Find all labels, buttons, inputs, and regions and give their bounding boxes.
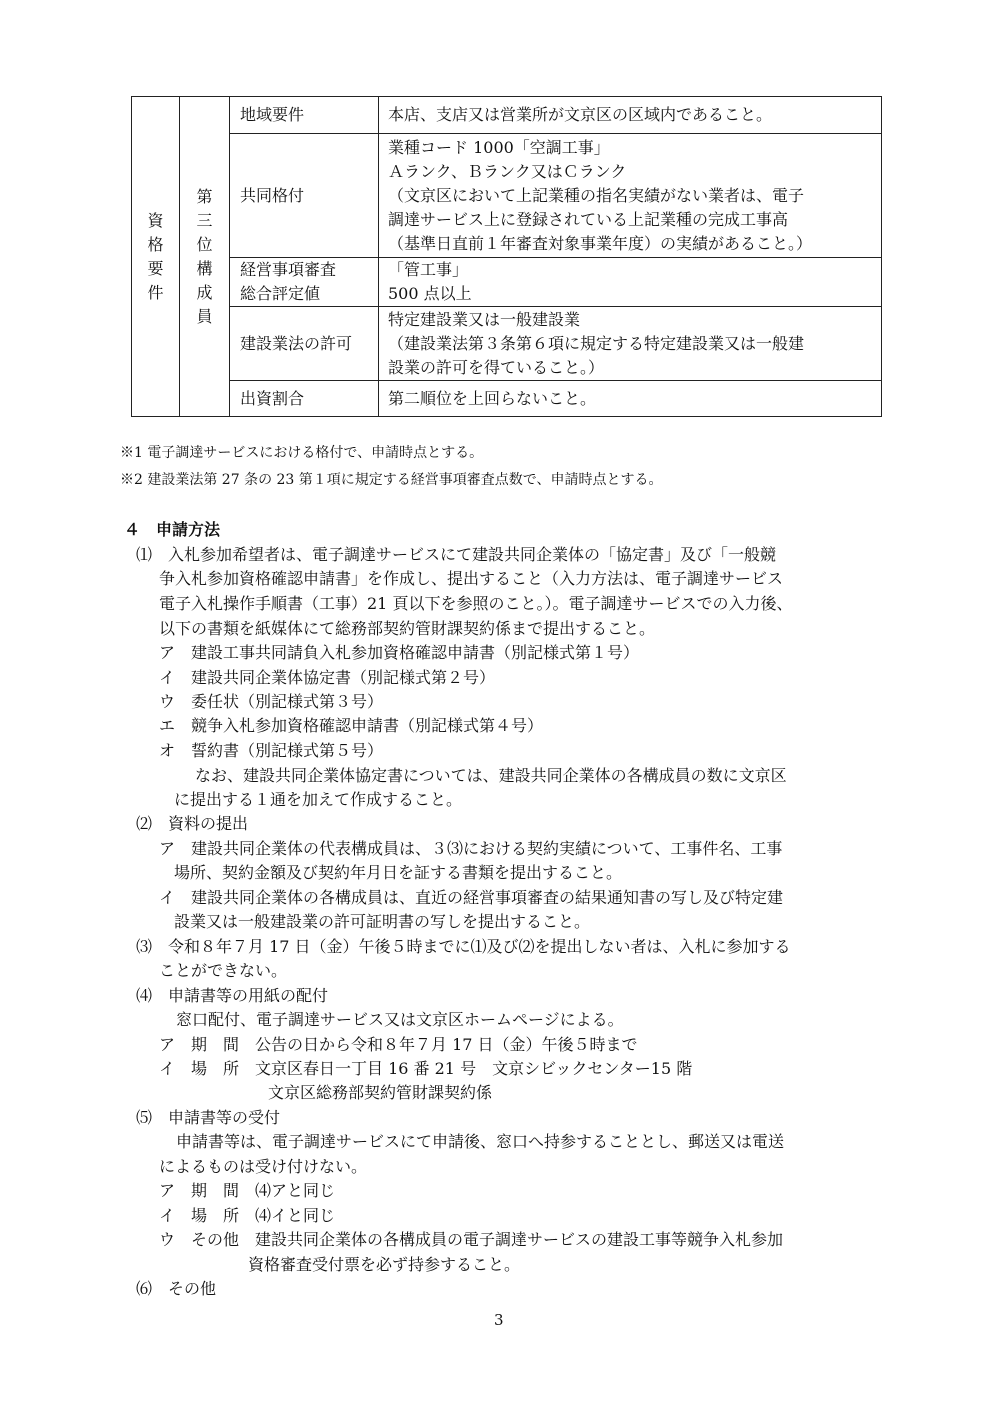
subsection-heading: ⑹ その他 — [136, 1279, 217, 1298]
row-value-text: （基準日直前１年審査対象事業年度）の実績があること。） — [388, 233, 813, 253]
group-label-cell — [132, 97, 180, 417]
paragraph-line: ことができない。 — [159, 961, 288, 980]
row-name-text: 建設業法の許可 — [240, 333, 353, 353]
subgroup-label-char: 位 — [196, 234, 213, 254]
group-label-char: 要 — [147, 258, 164, 278]
row-name-text: 共同格付 — [240, 185, 305, 205]
row-value-construction-permit — [379, 307, 882, 381]
paragraph-line: 文京区総務部契約管財課契約係 — [268, 1083, 493, 1102]
row-name-text: 出資割合 — [240, 388, 305, 408]
row-value-text: 本店、支店又は営業所が文京区の区域内であること。 — [388, 105, 773, 124]
list-item: イ 場 所 ⑷イと同じ — [159, 1206, 336, 1225]
paragraph-line: に提出する１通を加えて作成すること。 — [174, 790, 463, 809]
list-item: ウ その他 建設共同企業体の各構成員の電子調達サービスの建設工事等競争入札参加 — [159, 1230, 784, 1249]
row-value-text: 第二順位を上回らないこと。 — [388, 388, 597, 408]
list-item: ア 期 間 公告の日から令和８年７月 17 日（金）午後５時まで — [159, 1035, 638, 1054]
paragraph-line: 設業又は一般建設業の許可証明書の写しを提出すること。 — [174, 912, 591, 931]
row-value-text: 特定建設業又は一般建設業 — [388, 309, 581, 329]
group-label-char: 資 — [147, 210, 164, 230]
paragraph-line: 争入札参加資格確認申請書」を作成し、提出すること（入力方法は、電子調達サービス — [159, 569, 784, 588]
subgroup-label-cell — [180, 97, 230, 417]
paragraph-line: 申請書等は、電子調達サービスにて申請後、窓口へ持参することとし、郵送又は電送 — [176, 1132, 785, 1151]
list-item: エ 競争入札参加資格確認申請書（別記様式第４号） — [159, 716, 544, 735]
row-name-regional — [230, 97, 379, 134]
row-value-management-review — [379, 258, 882, 307]
paragraph-line: 窓口配付、電子調達サービス又は文京区ホームページによる。 — [176, 1010, 624, 1029]
row-value-joint-rating — [379, 134, 882, 258]
paragraph-line: ⑴ 入札参加希望者は、電子調達サービスにて建設共同企業体の「協定書」及び「一般競 — [136, 545, 777, 564]
paragraph-line: 資格審査受付票を必ず持参すること。 — [248, 1255, 521, 1274]
subsection-heading: ⑵ 資料の提出 — [136, 814, 249, 833]
section-heading: ４ 申請方法 — [124, 520, 221, 539]
row-value-text: 調達サービス上に登録されている上記業種の完成工事高 — [388, 209, 789, 229]
row-value-text: 500 点以上 — [388, 284, 472, 303]
subsection-heading: ⑸ 申請書等の受付 — [136, 1108, 281, 1127]
subgroup-label-char: 第 — [196, 186, 213, 206]
subgroup-label-char: 構 — [196, 258, 213, 278]
row-value-text: 「管工事」 — [388, 260, 469, 279]
list-item: イ 場 所 文京区春日一丁目 16 番 21 号 文京シビックセンター15 階 — [159, 1059, 693, 1078]
list-item: ウ 委任状（別記様式第３号） — [159, 692, 384, 711]
paragraph-line: 以下の書類を紙媒体にて総務部契約管財課契約係まで提出すること。 — [159, 619, 656, 638]
list-item: ア 建設工事共同請負入札参加資格確認申請書（別記様式第１号） — [159, 643, 640, 662]
row-value-text: 設業の許可を得ていること。） — [388, 357, 605, 377]
row-name-construction-permit — [230, 307, 379, 381]
row-name-investment-ratio — [230, 381, 379, 417]
subsection-heading: ⑷ 申請書等の用紙の配付 — [136, 986, 329, 1005]
list-item: ア 建設共同企業体の代表構成員は、３⑶における契約実績について、工事件名、工事 — [159, 839, 783, 858]
subgroup-label-char: 三 — [196, 210, 213, 230]
subgroup-label-char: 成 — [196, 282, 213, 302]
page-number: 3 — [494, 1311, 504, 1329]
group-label-char: 件 — [147, 282, 164, 302]
row-name-text: 経営事項審査 — [240, 260, 337, 279]
list-item: イ 建設共同企業体協定書（別記様式第２号） — [159, 668, 496, 687]
list-item: イ 建設共同企業体の各構成員は、直近の経営事項審査の結果通知書の写し及び特定建 — [159, 888, 784, 907]
row-name-management-review — [230, 258, 379, 307]
row-name-joint-rating — [230, 134, 379, 258]
row-value-regional — [379, 97, 882, 134]
row-value-text: Ａランク、Ｂランク又はＣランク — [388, 161, 627, 181]
group-label-char: 格 — [147, 234, 164, 254]
subsection-heading: ⑶ 令和８年７月 17 日（金）午後５時までに⑴及び⑵を提出しない者は、入札に参加する — [136, 937, 791, 956]
row-value-text: 業種コード 1000「空調工事」 — [388, 137, 610, 157]
list-item: ア 期 間 ⑷アと同じ — [159, 1181, 336, 1200]
requirements-table — [131, 96, 882, 417]
paragraph-line: によるものは受け付けない。 — [159, 1157, 368, 1176]
row-value-investment-ratio — [379, 381, 882, 417]
note-1: ※1 電子調達サービスにおける格付で、申請時点とする。 — [120, 445, 484, 461]
row-name-text: 総合評定値 — [240, 284, 321, 303]
row-name-text: 地域要件 — [240, 105, 305, 124]
subgroup-label-char: 員 — [196, 306, 213, 326]
paragraph-line: 場所、契約金額及び契約年月日を証する書類を提出すること。 — [174, 863, 623, 882]
note-2: ※2 建設業法第 27 条の 23 第１項に規定する経営事項審査点数で、申請時点とする。 — [120, 472, 663, 488]
list-item: オ 誓約書（別記様式第５号） — [159, 741, 384, 760]
paragraph-line: なお、建設共同企業体協定書については、建設共同企業体の各構成員の数に文京区 — [195, 766, 787, 785]
paragraph-line: 電子入札操作手順書（工事）21 頁以下を参照のこと。）。電子調達サービスでの入力後、 — [159, 594, 793, 613]
row-value-text: （建設業法第３条第６項に規定する特定建設業又は一般建 — [388, 333, 805, 353]
row-value-text: （文京区において上記業種の指名実績がない業者は、電子 — [388, 185, 805, 205]
